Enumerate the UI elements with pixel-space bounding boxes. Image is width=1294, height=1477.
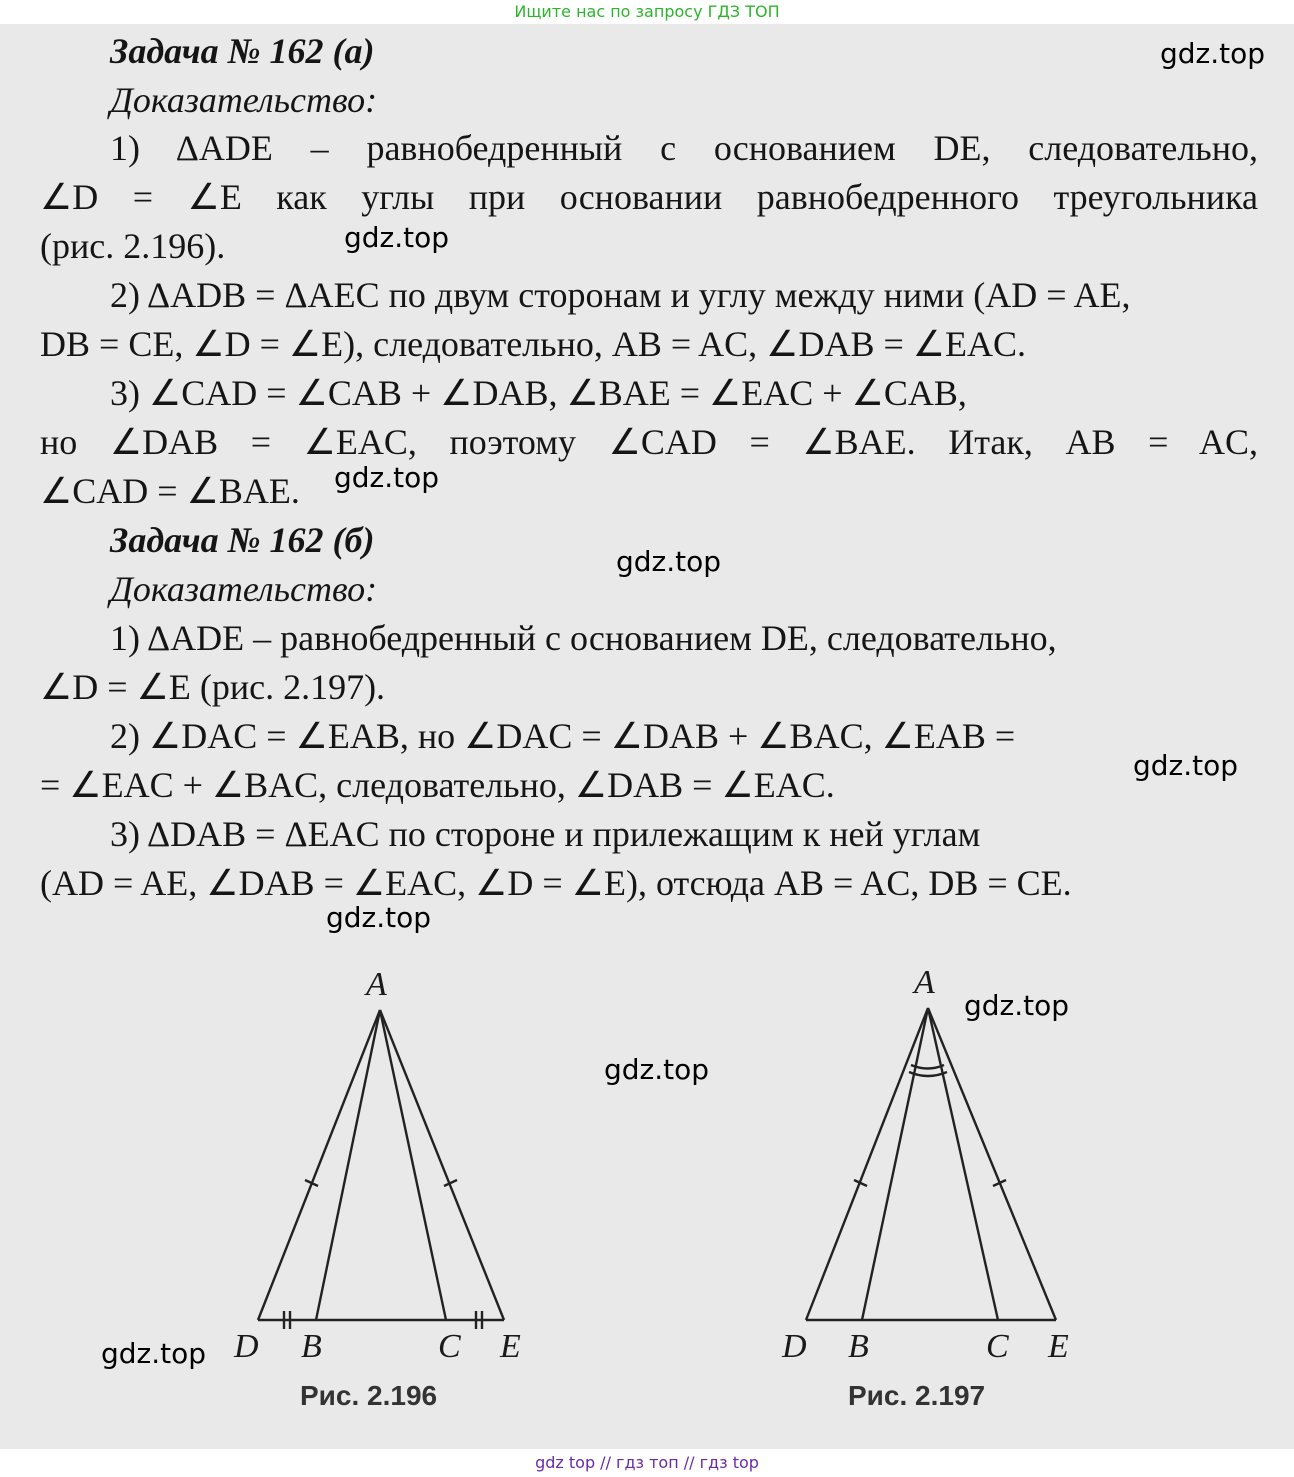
proof-line-a3: (рис. 2.196). bbox=[40, 226, 226, 266]
segment-AB bbox=[316, 1010, 380, 1320]
proof-line-a4: 2) ΔADB = ΔAEC по двум сторонам и углу между ними (AD = AE, bbox=[110, 275, 1131, 315]
vertex-label-C: C bbox=[438, 1328, 461, 1365]
watermark: gdz.top bbox=[1133, 749, 1239, 782]
proof-line-b2: ∠D = ∠E (рис. 2.197). bbox=[40, 667, 386, 707]
watermark: gdz.top bbox=[604, 1053, 710, 1086]
proof-line-a5: DB = CE, ∠D = ∠E), следовательно, AB = AC, ∠DAB = ∠EAC. bbox=[40, 324, 1027, 364]
segment-AB bbox=[862, 1008, 928, 1320]
vertex-label-E: E bbox=[1048, 1328, 1069, 1365]
footer-links[interactable]: gdz top // гдз топ // гдз top bbox=[535, 1453, 759, 1472]
figure-2-197 bbox=[806, 1008, 1056, 1320]
proof-label-b: Доказательство: bbox=[110, 569, 378, 609]
segment-AC bbox=[928, 1008, 998, 1320]
side-AE bbox=[928, 1008, 1056, 1320]
proof-line-b3: 2) ∠DAC = ∠EAB, но ∠DAC = ∠DAB + ∠BAC, ∠EAB = bbox=[110, 716, 1016, 756]
segment-AC bbox=[380, 1010, 446, 1320]
watermark: gdz.top bbox=[1160, 37, 1266, 70]
proof-line-a7: но ∠DAB = ∠EAC, поэтому ∠CAD = ∠BAE. Итак, AB = AC, bbox=[40, 422, 1258, 462]
vertex-label-D: D bbox=[782, 1328, 807, 1365]
proof-line-b4: = ∠EAC + ∠BAC, следовательно, ∠DAB = ∠EAC. bbox=[40, 765, 835, 805]
figure-caption-2-196: Рис. 2.196 bbox=[300, 1380, 438, 1411]
vertex-label-D: D bbox=[234, 1328, 259, 1365]
proof-label-a: Доказательство: bbox=[110, 80, 378, 120]
proof-line-a6: 3) ∠CAD = ∠CAB + ∠DAB, ∠BAE = ∠EAC + ∠CAB, bbox=[110, 373, 967, 413]
top-banner[interactable]: Ищите нас по запросу ГДЗ ТОП bbox=[514, 2, 780, 21]
task-title-a: Задача № 162 (а) bbox=[110, 31, 375, 71]
proof-line-a8: ∠CAD = ∠BAE. bbox=[40, 471, 300, 511]
vertex-label-A: A bbox=[914, 964, 935, 1001]
proof-line-b5: 3) ΔDAB = ΔEAC по стороне и прилежащим к ней углам bbox=[110, 814, 981, 854]
scanned-page bbox=[0, 24, 1294, 1449]
side-AE bbox=[380, 1010, 504, 1320]
watermark: gdz.top bbox=[326, 901, 432, 934]
proof-line-b1: 1) ΔADE – равнобедренный с основанием DE, следовательно, bbox=[110, 618, 1057, 658]
side-AD bbox=[806, 1008, 928, 1320]
side-AD bbox=[258, 1010, 380, 1320]
vertex-label-A: A bbox=[366, 966, 387, 1003]
proof-line-a2: ∠D = ∠E как углы при основании равнобедренного треугольника bbox=[40, 177, 1258, 217]
vertex-label-B: B bbox=[301, 1328, 322, 1365]
watermark: gdz.top bbox=[344, 221, 450, 254]
figure-caption-2-197: Рис. 2.197 bbox=[848, 1380, 986, 1411]
vertex-label-B: B bbox=[848, 1328, 869, 1365]
watermark: gdz.top bbox=[964, 989, 1070, 1022]
figures-svg bbox=[0, 24, 1294, 1449]
task-title-b: Задача № 162 (б) bbox=[110, 520, 375, 560]
proof-line-b6: (AD = AE, ∠DAB = ∠EAC, ∠D = ∠E), отсюда AB = AC, DB = CE. bbox=[40, 863, 1072, 903]
vertex-label-C: C bbox=[986, 1328, 1009, 1365]
figure-2-196 bbox=[258, 1010, 504, 1329]
angle-arc-1 bbox=[911, 1065, 944, 1069]
vertex-label-E: E bbox=[500, 1328, 521, 1365]
proof-line-a1: 1) ΔADE – равнобедренный с основанием DE, следовательно, bbox=[110, 128, 1258, 168]
watermark: gdz.top bbox=[334, 461, 440, 494]
watermark: gdz.top bbox=[101, 1337, 207, 1370]
watermark: gdz.top bbox=[616, 545, 722, 578]
